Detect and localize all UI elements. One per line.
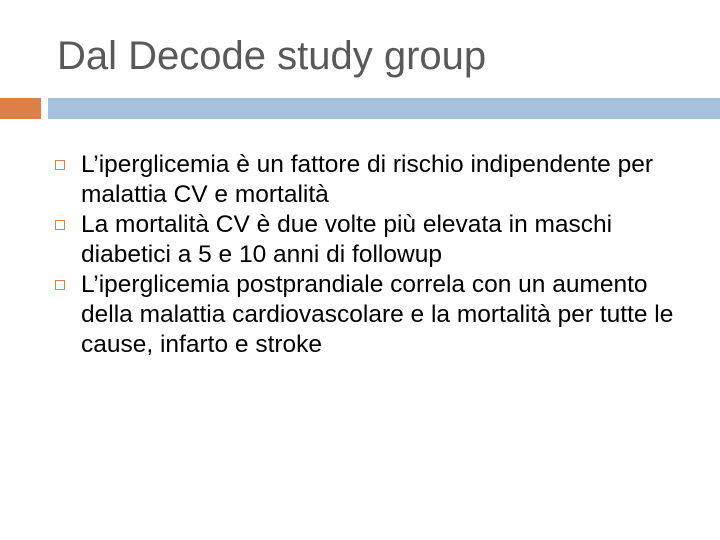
slide-title: Dal Decode study group: [57, 34, 487, 78]
bullet-list: [0, 150, 720, 360]
bullet-item: [0, 270, 720, 360]
bullet-text: L’iperglicemia postprandiale correla con un aumento della malattia cardiovascolare e la mortalità per tutte le cause, infarto e stroke: [81, 271, 674, 358]
title-underline-bar: [48, 98, 720, 119]
bullet-item: [0, 150, 720, 210]
bullet-text: L’iperglicemia è un fattore di rischio indipendente per malattia CV e mortalità: [81, 151, 654, 208]
square-bullet-icon: [55, 280, 65, 290]
title-accent-bar: [0, 98, 41, 119]
square-bullet-icon: [55, 160, 65, 170]
bullet-text: La mortalità CV è due volte più elevata in maschi diabetici a 5 e 10 anni di followup: [81, 211, 613, 268]
square-bullet-icon: [55, 220, 65, 230]
bullet-item: [0, 210, 720, 270]
